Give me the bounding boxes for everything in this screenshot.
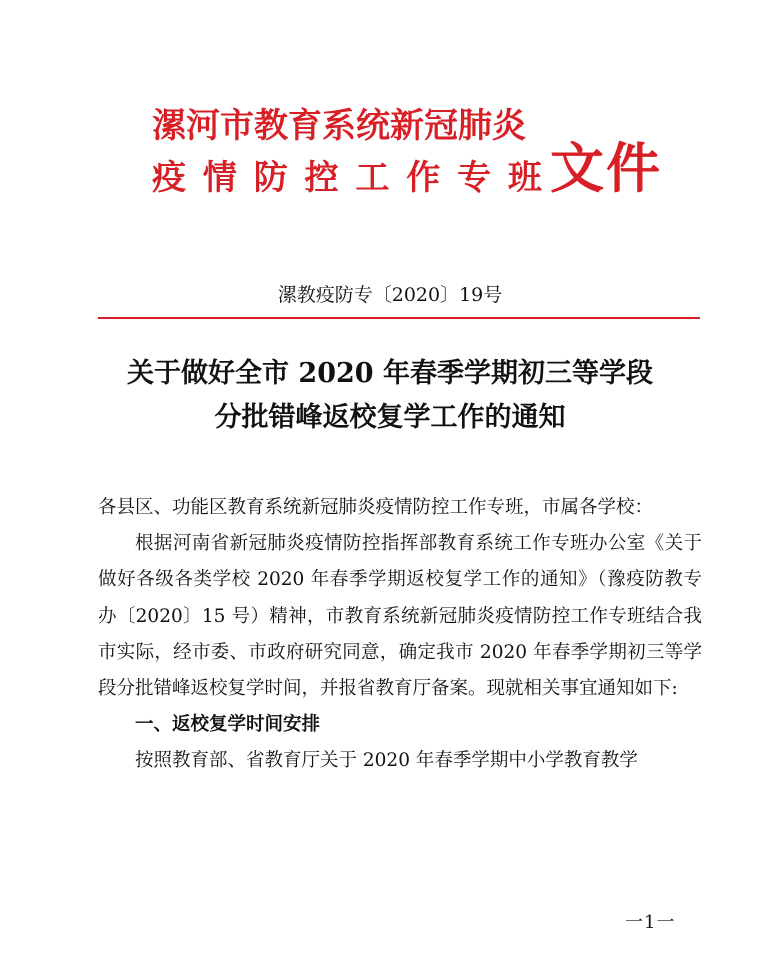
page-number: 一1一	[625, 912, 676, 933]
org-char: 专	[457, 158, 492, 198]
org-name-line-2	[152, 152, 542, 204]
document-body	[98, 490, 702, 780]
section-heading: 一、返校复学时间安排	[135, 714, 321, 736]
title-line-2: 分批错峰返校复学工作的通知	[214, 402, 566, 433]
org-char: 情	[202, 158, 237, 198]
org-char: 作	[406, 158, 441, 198]
org-char: 控	[304, 158, 339, 198]
org-char: 防	[253, 158, 288, 198]
issuing-organization	[152, 100, 542, 204]
document-label: 文件	[550, 136, 662, 200]
org-name-line-1: 漯河市教育系统新冠肺炎	[152, 106, 526, 146]
title-line-1: 关于做好全市 2020 年春季学期初三等学段	[127, 358, 653, 389]
red-divider-line	[98, 317, 700, 319]
body-paragraph: 根据河南省新冠肺炎疫情防控指挥部教育系统工作专班办公室《关于做好各级各类学校 2020 年春季学期返校复学工作的通知》（豫疫防教专办〔2020〕15 号）精神，市教育系统新冠肺炎疫情防控工作专班结合我市实际，经市委、市政府研究同意，确定我市 2020 年春季学期初三等学段分批错峰返校复学时间，并报省教育厅备案。现就相关事宜通知如下:	[98, 533, 702, 700]
org-char: 疫	[152, 158, 186, 198]
body-paragraph: 按照教育部、省教育厅关于 2020 年春季学期中小学教育教学	[135, 750, 638, 772]
org-char: 工	[355, 158, 390, 198]
org-char: 班	[507, 158, 542, 198]
salutation: 各县区、功能区教育系统新冠肺炎疫情防控工作专班，市属各学校：	[98, 497, 654, 518]
document-title	[80, 352, 700, 440]
document-number: 漯教疫防专〔2020〕19号	[277, 284, 503, 306]
